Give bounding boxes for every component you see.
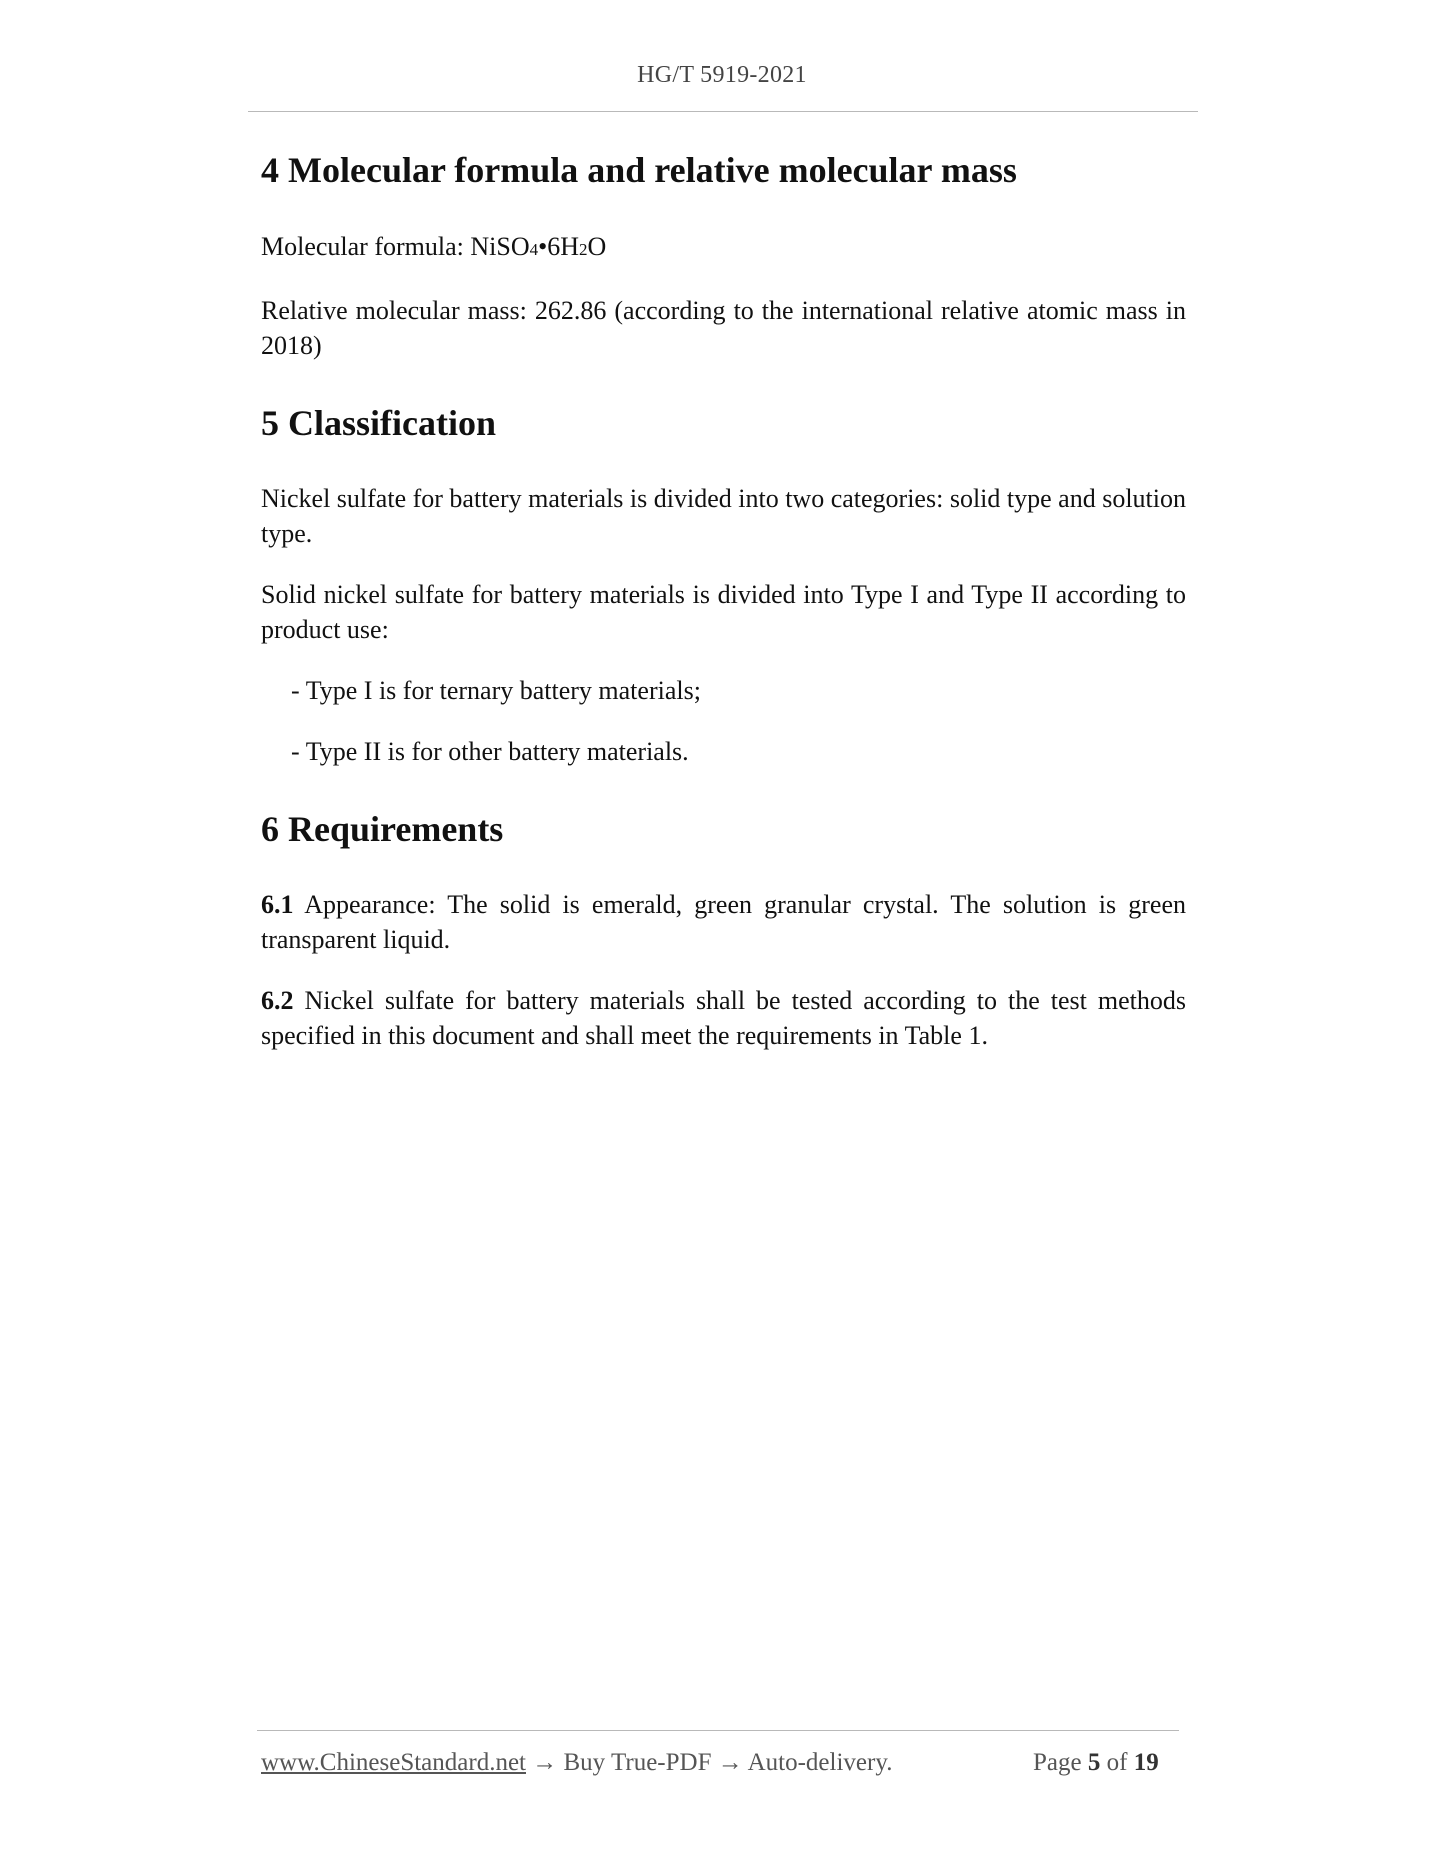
page-word: Page [1033,1749,1082,1776]
clause-text: Nickel sulfate for battery materials shall be tested according to the test methods specified in this document and shall meet the requirements in Table 1. [261,986,1186,1050]
footer-promo [261,1749,892,1777]
section-4-title: 4 Molecular formula and relative molecular mass [261,150,1017,190]
of-word: of [1106,1749,1128,1776]
list-item: - Type I is for ternary battery materials; [291,676,701,705]
page-content [261,148,1186,1053]
section-6-title: 6 Requirements [261,809,504,849]
classification-paragraph-2: Solid nickel sulfate for battery materials is divided into Type I and Type II according to product use: [261,580,1186,644]
total-pages: 19 [1133,1749,1159,1776]
standard-code: HG/T 5919-2021 [637,62,807,88]
clause-6-2 [261,983,1186,1053]
formula-end: O [587,232,607,261]
website-link[interactable]: www.ChineseStandard.net [261,1749,526,1776]
classification-paragraph-1: Nickel sulfate for battery materials is divided into two categories: solid type and solution type. [261,484,1186,548]
formula-label: Molecular formula: NiSO [261,232,530,261]
page-indicator [1033,1749,1159,1777]
molecular-formula [261,229,1186,267]
list-item: - Type II is for other battery materials. [291,737,689,766]
document-header [248,62,1196,89]
formula-subscript-4: 4 [529,240,539,259]
clause-number: 6.1 [261,890,294,919]
clause-text: Appearance: The solid is emerald, green granular crystal. The solution is green transparent liquid. [261,890,1186,954]
header-divider [248,111,1198,112]
footer-divider [257,1730,1179,1731]
formula-middle: •6H [538,232,579,261]
clause-number: 6.2 [261,986,294,1015]
relative-molecular-mass: Relative molecular mass: 262.86 (according to the international relative atomic mass in 2018) [261,296,1186,360]
current-page: 5 [1087,1749,1101,1776]
footer-buy-text: → Buy True-PDF [526,1749,718,1776]
formula-subscript-2: 2 [579,240,588,259]
clause-6-1 [261,887,1186,957]
footer-delivery-text: → Auto-delivery. [717,1749,893,1776]
section-5-title: 5 Classification [261,403,497,443]
